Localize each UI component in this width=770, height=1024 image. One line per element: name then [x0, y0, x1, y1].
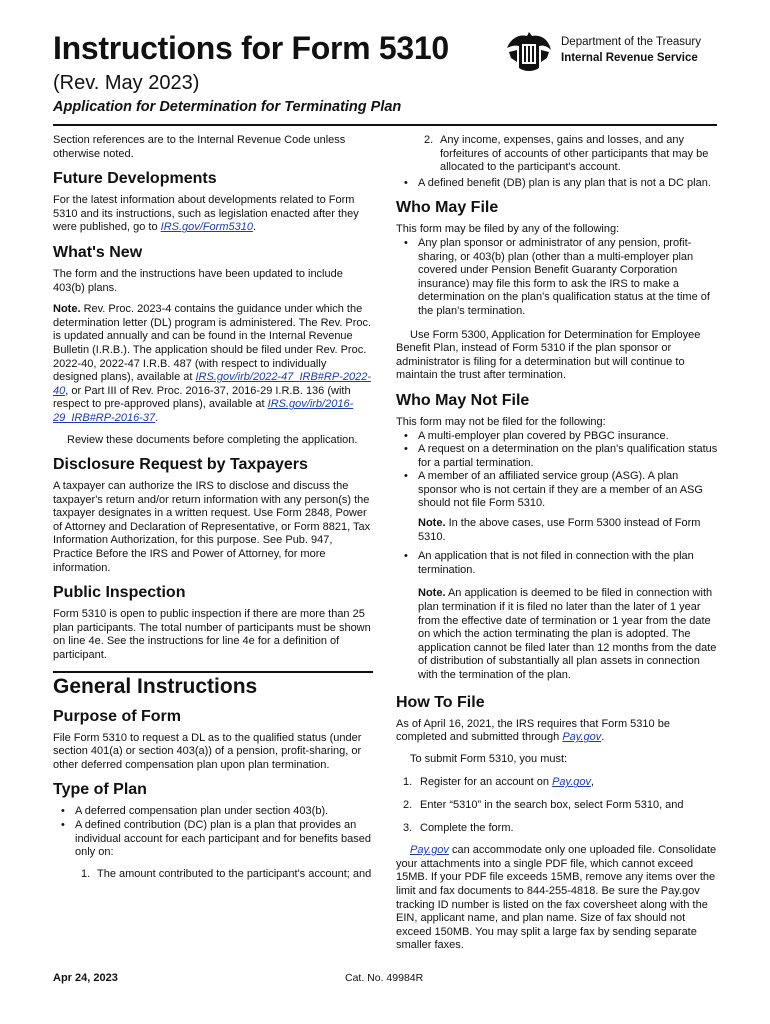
page-title: Instructions for Form 5310: [53, 30, 449, 66]
irb-2016-29-link[interactable]: IRS.gov/irb/2016-29_IRB#RP-2016-37: [53, 398, 354, 424]
upload-limit-text: Pay.gov can accommodate only one uploaded file. Consolidate your attachments into a single PDF file, which cannot exceed 15MB. If your PDF file exceeds 15MB, remove any items over the limit and fax documents to 844-255-4818. Be sure the Pay.gov tracking ID number is listed on the fax coversheet along with the EIN, applicant name, and plan name. Size of fax should not exceed 150MB. You may split a large fax by sending separate smaller faxes.: [396, 844, 717, 952]
who-may-not-file-intro: This form may not be filed for the following:: [396, 415, 606, 428]
how-to-file-text: As of April 16, 2021, the IRS requires that Form 5310 be completed and submitted through Pay.gov.: [396, 717, 670, 744]
submit-steps-list: [396, 776, 718, 835]
form-5300-note: Note. In the above cases, use Form 5300 instead of Form 5310.: [418, 517, 701, 543]
list-item: 1. Register for an account on Pay.gov,: [403, 776, 595, 789]
who-may-file-list: [396, 237, 718, 319]
db-plan-list: [396, 177, 718, 191]
catalog-number: Cat. No. 49984R: [345, 972, 424, 984]
who-may-file-heading: Who May File: [396, 199, 499, 217]
agency-name: [561, 34, 701, 66]
dc-basis-list-continued: [396, 134, 718, 175]
header-divider: [53, 124, 717, 126]
disclosure-text: A taxpayer can authorize the IRS to disclose and discuss the taxpayer's return and/or return information with any person(s) the taxpayer designates in a written request. Use Form 2848, Power of Attorney and Declaration of Representative, or Form 8821, Tax Information Authorization, for this purpose. See Pub. 947, Practice Before the IRS and Power of Attorney, for more information.: [53, 480, 371, 574]
public-inspection-text: Form 5310 is open to public inspection if there are more than 25 plan participants. The total number of participants must be shown on line 4e. See the instructions for line 4e for a definition of participant.: [53, 608, 371, 662]
list-item: • A request on a determination on the plan's qualification status for a partial termination.: [396, 443, 718, 470]
dc-basis-list: [53, 868, 373, 882]
irs-eagle-logo-icon: [503, 28, 555, 76]
future-developments-heading: Future Developments: [53, 170, 217, 188]
list-item: 2. Enter “5310” in the search box, select Form 5310, and: [403, 798, 684, 811]
paygov-upload-link[interactable]: Pay.gov: [410, 844, 449, 857]
who-may-file-intro: This form may be filed by any of the following:: [396, 223, 620, 236]
left-column: [53, 134, 373, 889]
future-developments-text: For the latest information about developments related to Form 5310 and its instructions, such as legislation enacted after they were published, go to IRS.gov/Form5310.: [53, 194, 359, 234]
purpose-text: File Form 5310 to request a DL as to the qualified status (under section 401(a) or section 403(a)) of a pension, profit-sharing, or other deferred compensation plan upon plan termination.: [53, 731, 362, 771]
whats-new-text: The form and the instructions have been updated to include 403(b) plans.: [53, 267, 343, 294]
list-item: • A member of an affiliated service group (ASG). A plan sponsor who is not certain if they are a member of an ASG should not file Form 5310.: [396, 470, 718, 511]
list-item: 1. The amount contributed to the participant's account; and: [81, 867, 372, 880]
who-may-not-file-list: [396, 430, 718, 512]
public-inspection-heading: Public Inspection: [53, 584, 186, 602]
disclosure-heading: Disclosure Request by Taxpayers: [53, 456, 308, 474]
rev-proc-note: Note. Rev. Proc. 2023-4 contains the guidance under which the determination letter (DL) program is administered. The Rev. Proc. is updated annually and can be found in the Internal Revenue Bulletin (I.R.B.). The application should be filed under Rev. Proc. 2022-40, 2022-47 I.R.B. 487 (with respect to individually designed plans), available at IRS.gov/irb/2022-47_IRB#RP-2022-40, or Part III of Rev. Proc. 2016-37, 2016-29 I.R.B. 136 (with respect to pre-approved plans), available at IRS.gov/irb/2016-29_IRB#RP-2016-37.: [53, 303, 372, 424]
submit-intro: To submit Form 5310, you must:: [410, 752, 568, 765]
intro-text: Section references are to the Internal Revenue Code unless otherwise noted.: [53, 134, 346, 160]
deemed-filed-note: Note. An application is deemed to be filed in connection with plan termination if it is filed no later than the later of 1 year from the effective date of termination or 1 year from the date on which the action terminating the plan is adopted. The application cannot be filed later than 12 months from the date of distribution of substantially all plan assets in connection with the termination of the plan.: [418, 587, 717, 681]
irb-2022-47-link[interactable]: IRS.gov/irb/2022-47_IRB#RP-2022-40: [53, 371, 371, 397]
irs-label: Internal Revenue Service: [561, 52, 698, 64]
whats-new-heading: What's New: [53, 243, 143, 261]
who-may-not-file-heading: Who May Not File: [396, 391, 530, 409]
form5310-link[interactable]: IRS.gov/Form5310: [160, 221, 253, 234]
purpose-heading: Purpose of Form: [53, 707, 182, 725]
how-to-file-heading: How To File: [396, 693, 485, 711]
not-in-connection-list: [396, 550, 718, 577]
right-column: [396, 134, 718, 961]
list-item: • A deferred compensation plan under section 403(b).: [53, 805, 373, 819]
list-item: • A multi-employer plan covered by PBGC insurance.: [396, 430, 718, 444]
paygov-link[interactable]: Pay.gov: [562, 731, 602, 744]
list-item: 2. Any income, expenses, gains and losses, and any forfeitures of accounts of other participants that may be allocated to the participant's account.: [424, 134, 709, 174]
footer-date: Apr 24, 2023: [53, 972, 118, 984]
list-item: • A defined contribution (DC) plan is a plan that provides an individual account for each participant and for benefits based only on:: [53, 819, 373, 860]
list-item: • Any plan sponsor or administrator of any pension, profit-sharing, or 403(b) plan (other than a multi-employer plan covered under Pension Benefit Guaranty Corporation insurance) may file this form to ask the IRS to make a determination on the plan's qualification status at the time of the plan's termination.: [396, 237, 718, 319]
review-text: Review these documents before completing the application.: [67, 433, 358, 446]
type-of-plan-list: [53, 805, 373, 859]
list-item: • A defined benefit (DB) plan is any plan that is not a DC plan.: [396, 177, 718, 191]
paygov-register-link[interactable]: Pay.gov: [552, 776, 592, 789]
general-instructions-heading: General Instructions: [53, 671, 373, 699]
type-of-plan-heading: Type of Plan: [53, 781, 147, 799]
form-subtitle: Application for Determination for Terminating Plan: [53, 99, 402, 115]
use-form-5300-text: Use Form 5300, Application for Determination for Employee Benefit Plan, instead of Form 5310 if the plan sponsor or administrator is filing for a determination but will continue to maintain the trust after termination.: [396, 328, 701, 382]
revision-date: (Rev. May 2023): [53, 72, 200, 94]
list-item: • An application that is not filed in connection with the plan termination.: [396, 550, 718, 577]
department-label: Department of the Treasury: [561, 36, 701, 48]
list-item: 3. Complete the form.: [403, 821, 514, 834]
